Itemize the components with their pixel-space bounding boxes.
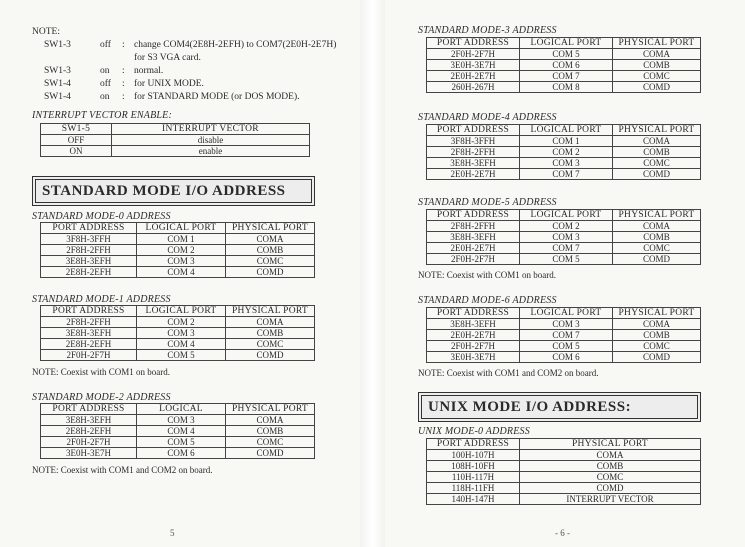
table-cell: 3F8H-3FFH [427,136,520,147]
table-cell: COM 5 [137,350,226,361]
table-cell: 2F0H-2F7H [427,254,520,265]
table-header-row [427,210,701,221]
table-header-row [41,223,315,234]
table-cell: COM 2 [520,221,613,232]
table-cell: 2E0H-2E7H [427,71,520,82]
unix-mode-banner [418,392,701,422]
note-block [32,26,352,104]
table-header: PHYSICAL PORT [520,439,701,450]
mode0-table [40,222,315,278]
table-cell: 3E8H-3EFH [41,256,137,267]
table-cell: COM 3 [520,319,613,330]
table-cell: COMA [613,319,701,330]
note-text: for STANDARD MODE (or DOS MODE). [134,92,300,102]
table-row [41,234,315,245]
table-row [41,256,315,267]
table-row [427,341,701,352]
table-header: LOGICAL PORT [137,306,226,317]
table-cell: 2F0H-2F7H [41,437,137,448]
table-cell: COMA [226,317,315,328]
note-line [32,39,352,52]
table-cell: COMB [226,328,315,339]
switch-state: off [100,40,111,50]
standard-mode-banner [32,176,315,206]
table-cell: 2F0H-2F7H [427,341,520,352]
table-row [41,245,315,256]
colon: : [122,79,125,89]
mode4-table [426,124,701,180]
mode3-table [426,37,701,93]
mode6-note: NOTE: Coexist with COM1 and COM2 on board. [418,368,599,378]
table-row [427,82,701,93]
table-row [427,169,701,180]
note-line [32,78,352,91]
interrupt-section-title: INTERRUPT VECTOR ENABLE: [32,110,172,121]
table-row [41,146,310,157]
table-cell: 2F8H-2FFH [41,317,137,328]
colon: : [122,66,125,76]
table-cell: 2F8H-2FFH [427,221,520,232]
table-cell: 118H-11FH [427,483,520,494]
table-cell: COM 3 [137,256,226,267]
table-row [427,494,701,505]
table-header: PORT ADDRESS [41,306,137,317]
table-cell: 260H-267H [427,82,520,93]
table-header: PORT ADDRESS [427,125,520,136]
table-header: LOGICAL PORT [520,125,613,136]
table-cell: COM 8 [520,82,613,93]
table-cell: COMC [613,341,701,352]
table-header-row [41,124,310,135]
table-cell: COM 1 [137,234,226,245]
table-cell: COMC [613,158,701,169]
table-cell: COMB [613,147,701,158]
table-row [41,328,315,339]
note-heading: NOTE: [32,27,60,37]
table-cell: COM 4 [137,267,226,278]
mode2-table [40,403,315,459]
mode3-title: STANDARD MODE-3 ADDRESS [418,25,557,36]
mode6-table [426,307,701,363]
table-cell: COM 1 [520,136,613,147]
table-header: PORT ADDRESS [41,404,137,415]
note-text: for UNIX MODE. [134,79,204,89]
table-header: LOGICAL PORT [520,38,613,49]
table-cell: COMC [613,71,701,82]
page-number: 5 [170,528,175,538]
table-cell: OFF [41,135,112,146]
mode1-title: STANDARD MODE-1 ADDRESS [32,294,171,305]
table-cell: 2F0H-2F7H [41,350,137,361]
table-cell: 2E0H-2E7H [427,169,520,180]
note-text: change COM4(2E8H-2EFH) to COM7(2E0H-2E7H) [134,40,337,50]
table-cell: COM 3 [520,158,613,169]
table-cell: disable [112,135,310,146]
table-cell: COMB [520,461,701,472]
table-cell: COMD [226,350,315,361]
table-row [427,254,701,265]
table-row [427,71,701,82]
interrupt-table-wrap [40,123,310,157]
table-cell: 2E0H-2E7H [427,330,520,341]
interrupt-table [40,123,310,157]
table-row [41,426,315,437]
table-header: PORT ADDRESS [427,210,520,221]
table-cell: COMA [613,49,701,60]
table-header: PHYSICAL PORT [226,404,315,415]
right-page [385,0,745,547]
table-header: SW1-5 [41,124,112,135]
table-cell: 140H-147H [427,494,520,505]
table-cell: 2F8H-2FFH [427,147,520,158]
table-header: LOGICAL [137,404,226,415]
table-row [41,448,315,459]
table-cell: COMB [613,60,701,71]
table-cell: COMA [226,234,315,245]
mode4-title: STANDARD MODE-4 ADDRESS [418,112,557,123]
table-cell: COMB [226,426,315,437]
table-cell: COM 2 [137,245,226,256]
table-row [427,221,701,232]
table-header-row [41,306,315,317]
banner-title: STANDARD MODE I/O ADDRESS [35,179,312,203]
table-header-row [427,38,701,49]
switch-state: on [100,66,110,76]
table-cell: COM 5 [137,437,226,448]
table-cell: COM 4 [137,339,226,350]
table-cell: 2E0H-2E7H [427,243,520,254]
table-cell: COM 3 [137,415,226,426]
table-cell: COM 2 [137,317,226,328]
table-cell: COMD [613,352,701,363]
mode6-table-wrap [426,307,701,363]
table-header-row [41,404,315,415]
table-row [41,350,315,361]
table-row [427,352,701,363]
unix0-table [426,438,701,505]
table-header: PORT ADDRESS [427,308,520,319]
note-text: normal. [134,66,164,76]
table-cell: COMC [520,472,701,483]
table-cell: COM 7 [520,71,613,82]
table-cell: COM 3 [520,232,613,243]
table-cell: COM 3 [137,328,226,339]
table-row [427,330,701,341]
table-cell: 2E8H-2EFH [41,267,137,278]
table-cell: 3F8H-3FFH [41,234,137,245]
table-row [427,461,701,472]
table-row [427,60,701,71]
table-header-row [427,439,701,450]
mode1-table [40,305,315,361]
table-cell: COM 6 [520,60,613,71]
table-cell: COMA [520,450,701,461]
mode5-table [426,209,701,265]
table-header: PHYSICAL PORT [613,38,701,49]
switch-name: SW1-4 [44,79,71,89]
mode5-table-wrap [426,209,701,265]
table-row [427,232,701,243]
table-cell: COM 5 [520,341,613,352]
table-row [41,437,315,448]
switch-name: SW1-3 [44,66,71,76]
table-header: PHYSICAL PORT [613,125,701,136]
table-header-row [427,125,701,136]
table-cell: 3E8H-3EFH [427,158,520,169]
table-cell: 3E8H-3EFH [41,328,137,339]
table-row [41,317,315,328]
table-cell: COM 6 [137,448,226,459]
note-line [32,91,352,104]
table-header: LOGICAL PORT [520,210,613,221]
table-header: PHYSICAL PORT [613,308,701,319]
table-cell: COMB [226,245,315,256]
table-cell: 2F0H-2F7H [427,49,520,60]
table-cell: 3E8H-3EFH [427,319,520,330]
table-cell: COMD [226,267,315,278]
switch-name: SW1-3 [44,40,71,50]
table-cell: 3E8H-3EFH [427,232,520,243]
table-cell: COMC [226,339,315,350]
mode5-note: NOTE: Coexist with COM1 on board. [418,270,556,280]
table-cell: COMA [226,415,315,426]
table-row [427,450,701,461]
table-row [41,135,310,146]
table-header: INTERRUPT VECTOR [112,124,310,135]
table-cell: ON [41,146,112,157]
table-row [427,472,701,483]
unix0-table-wrap [426,438,701,505]
table-row [41,267,315,278]
table-cell: 100H-107H [427,450,520,461]
table-cell: 2E8H-2EFH [41,426,137,437]
mode2-title: STANDARD MODE-2 ADDRESS [32,392,171,403]
table-row [427,147,701,158]
table-cell: COM 2 [520,147,613,158]
table-cell: 3E0H-3E7H [41,448,137,459]
table-cell: COMC [226,256,315,267]
switch-state: on [100,92,110,102]
table-cell: COM 4 [137,426,226,437]
note-line [32,65,352,78]
table-row [427,243,701,254]
table-cell: 3E8H-3EFH [41,415,137,426]
table-cell: 110H-117H [427,472,520,483]
table-header: PORT ADDRESS [41,223,137,234]
table-row [427,483,701,494]
table-row [427,158,701,169]
table-cell: COMA [613,221,701,232]
table-cell: COMD [520,483,701,494]
table-row [427,49,701,60]
table-cell: COMB [613,232,701,243]
note-continuation: for S3 VGA card. [134,53,201,63]
page-number: - 6 - [555,528,570,538]
table-header: PHYSICAL PORT [226,306,315,317]
mode0-title: STANDARD MODE-0 ADDRESS [32,211,171,222]
mode2-note: NOTE: Coexist with COM1 and COM2 on board. [32,465,213,475]
banner-title: UNIX MODE I/O ADDRESS: [421,395,698,419]
table-header: PORT ADDRESS [427,38,520,49]
mode4-table-wrap [426,124,701,180]
table-row [41,339,315,350]
table-cell: COM 7 [520,330,613,341]
mode6-title: STANDARD MODE-6 ADDRESS [418,295,557,306]
table-header: LOGICAL PORT [520,308,613,319]
table-cell: 2F8H-2FFH [41,245,137,256]
switch-name: SW1-4 [44,92,71,102]
table-cell: 3E0H-3E7H [427,60,520,71]
table-cell: COM 5 [520,254,613,265]
table-header-row [427,308,701,319]
table-row [427,136,701,147]
page-gutter [360,0,385,547]
table-cell: COMB [613,330,701,341]
table-cell: COM 7 [520,243,613,254]
colon: : [122,40,125,50]
table-cell: COMD [613,169,701,180]
mode1-table-wrap [40,305,315,361]
table-row [427,319,701,330]
unix0-title: UNIX MODE-0 ADDRESS [418,426,530,437]
table-cell: enable [112,146,310,157]
table-header: PHYSICAL PORT [613,210,701,221]
mode2-table-wrap [40,403,315,459]
table-cell: COMC [226,437,315,448]
left-page [0,0,360,547]
table-cell: COMD [613,82,701,93]
table-cell: 2E8H-2EFH [41,339,137,350]
mode1-note: NOTE: Coexist with COM1 on board. [32,367,170,377]
table-cell: COMD [613,254,701,265]
table-cell: 108H-10FH [427,461,520,472]
table-header: PORT ADDRESS [427,439,520,450]
colon: : [122,92,125,102]
switch-state: off [100,79,111,89]
table-header: PHYSICAL PORT [226,223,315,234]
table-cell: COMC [613,243,701,254]
mode0-table-wrap [40,222,315,278]
table-header: LOGICAL PORT [137,223,226,234]
table-cell: COM 5 [520,49,613,60]
table-cell: COMD [226,448,315,459]
table-cell: COM 6 [520,352,613,363]
table-cell: COMA [613,136,701,147]
table-cell: 3E0H-3E7H [427,352,520,363]
table-row [41,415,315,426]
mode3-table-wrap [426,37,701,93]
table-cell: INTERRUPT VECTOR [520,494,701,505]
mode5-title: STANDARD MODE-5 ADDRESS [418,197,557,208]
table-cell: COM 7 [520,169,613,180]
